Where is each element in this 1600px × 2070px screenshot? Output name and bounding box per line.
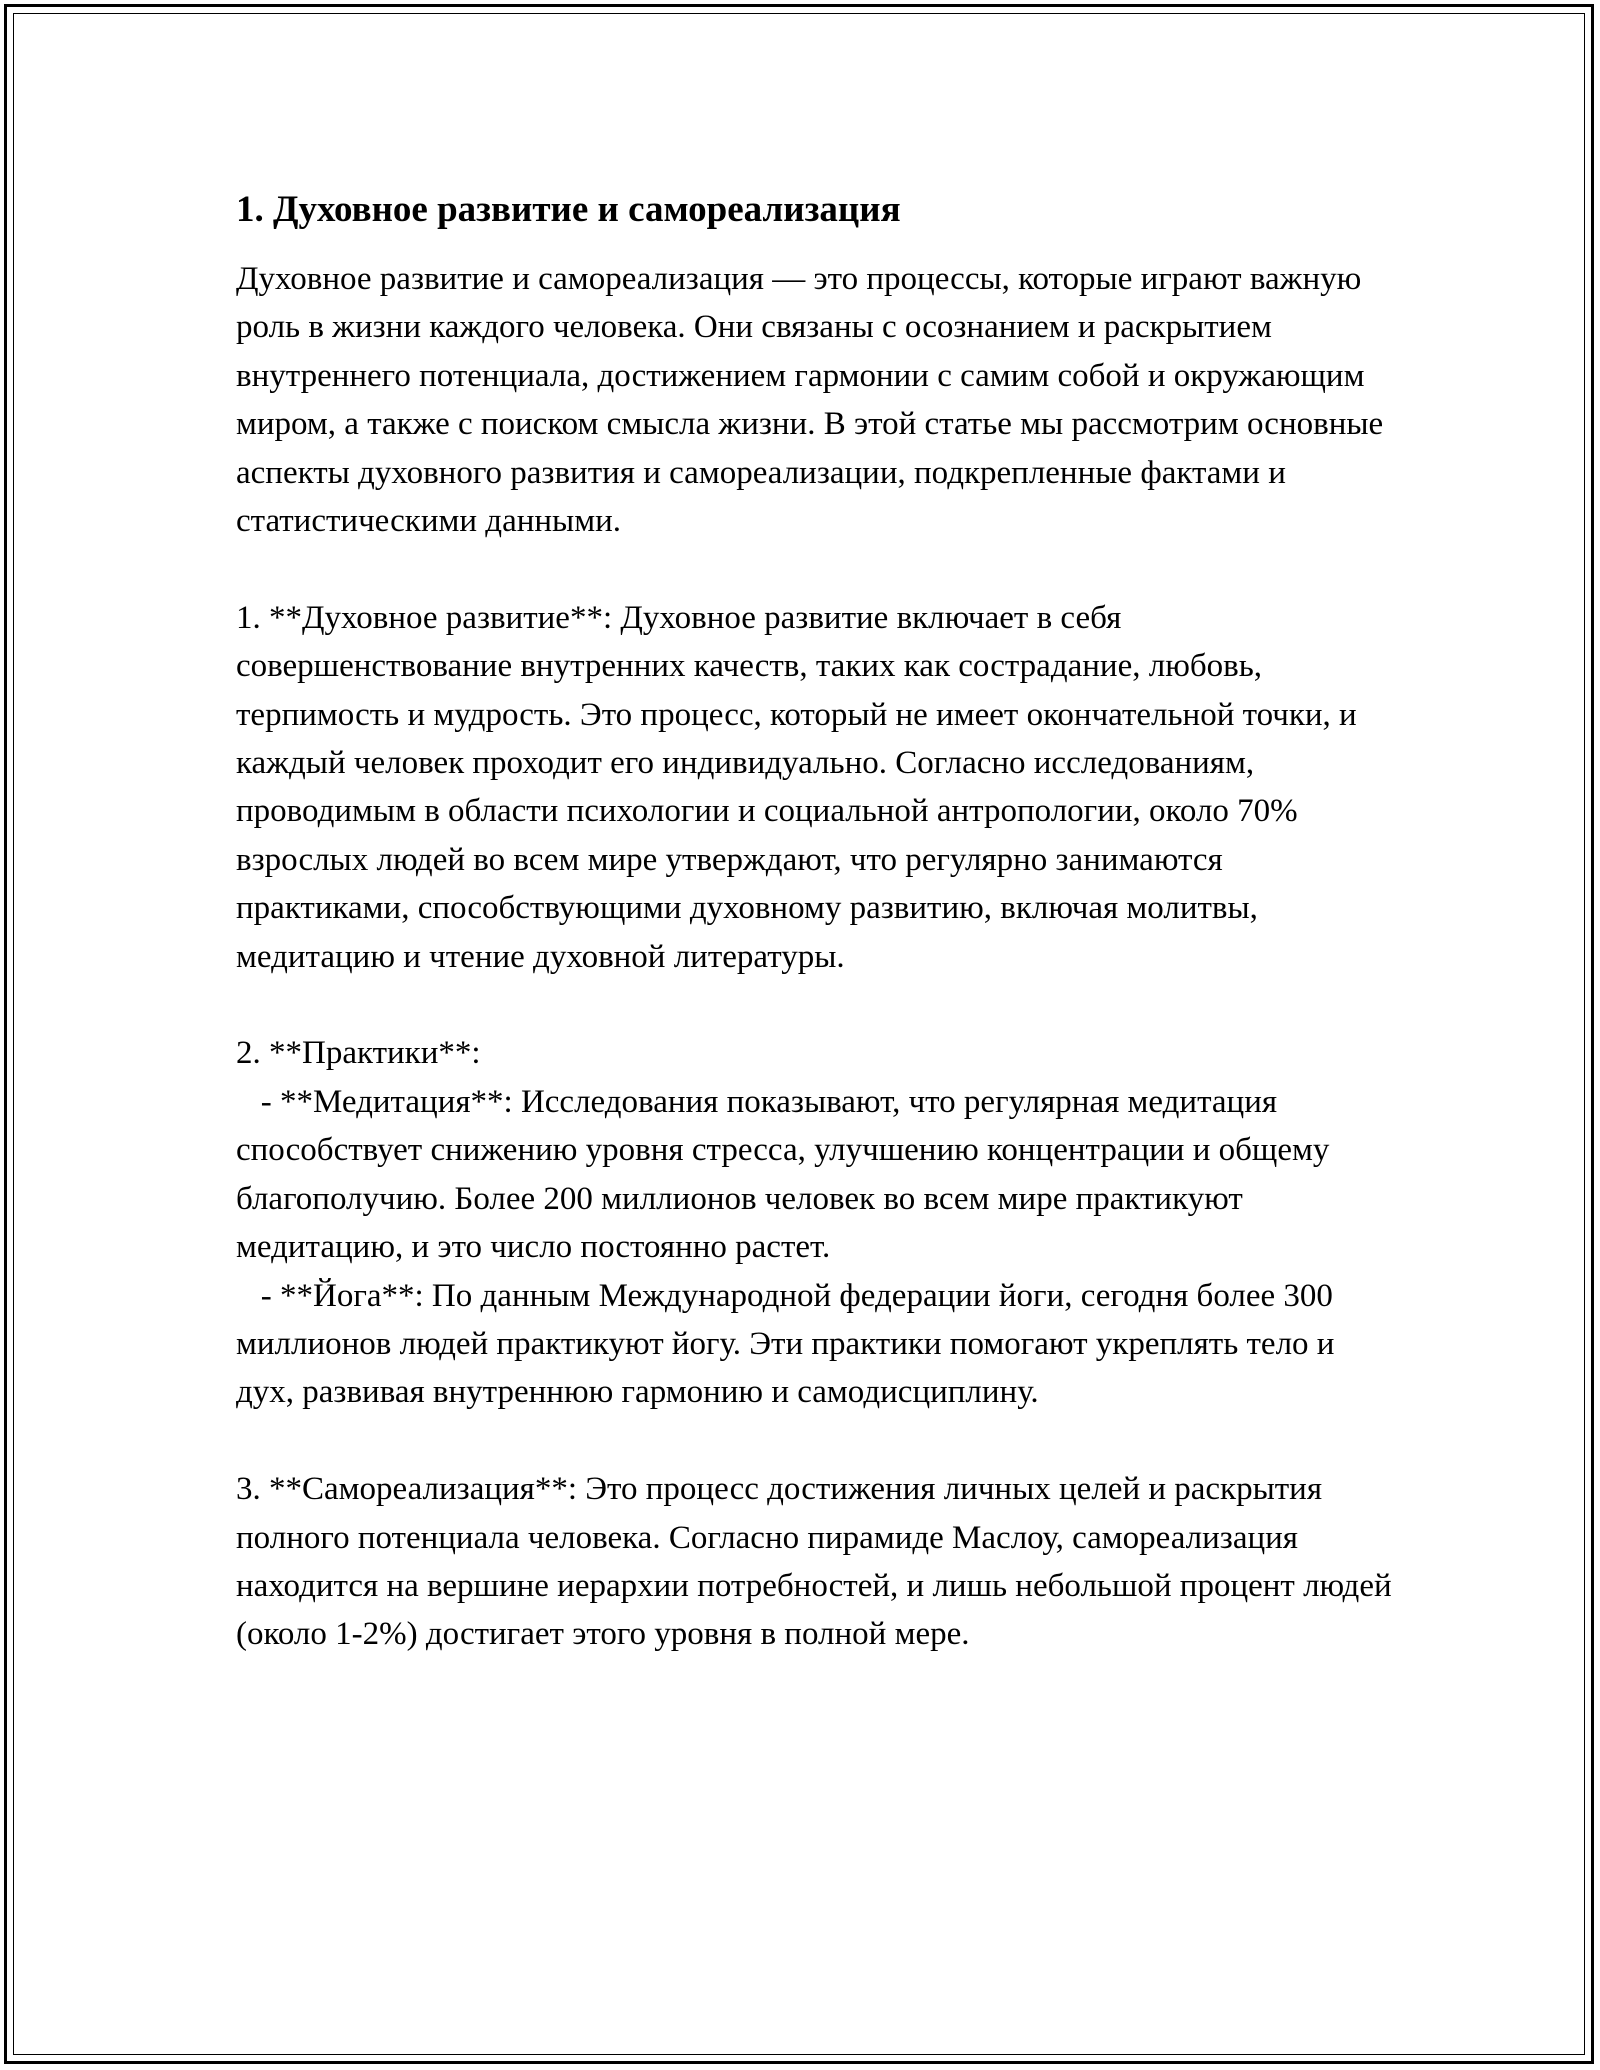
paragraph-spacer [236,545,1396,593]
spiritual-development-paragraph: 1. **Духовное развитие**: Духовное развитие включает в себя совершенствование внутренних качеств, таких как сострадание, любовь, терпимость и мудрость. Это процесс, который не имеет окончательной точки, и каждый человек проходит его индивидуально. Согласно исследованиям, проводимым в области психологии и социальной антропологии, около 70% взрослых людей во всем мире утверждают, что регулярно занимаются практиками, способствующими духовному развитию, включая молитвы, медитацию и чтение духовной литературы. [236,599,1365,975]
paragraph-spacer [236,1417,1396,1465]
section-heading: 1. Духовное развитие и самореализация [236,189,901,230]
document-page [236,185,1400,1659]
paragraph-spacer [236,981,1396,1029]
intro-paragraph: Духовное развитие и самореализация — это процессы, которые играют важную роль в жизни каждого человека. Они связаны с осознанием и раскрытием внутреннего потенциала, достижением гармонии с самим собой и окружающим миром, а также с поиском смысла жизни. В этой статье мы рассмотрим основные аспекты духовного развития и самореализации, подкрепленные фактами и статистическими данными. [236,261,1392,540]
practices-paragraph: 2. **Практики**: - **Медитация**: Исследования показывают, что регулярная медитация способствует снижению уровня стресса, улучшению концентрации и общему благополучию. Более 200 миллионов человек во всем мире практикуют медитацию, и это число постоянно растет. - **Йога**: По данным Международной федерации йоги, сегодня более 300 миллионов людей практикуют йогу. Эти практики помогают укреплять тело и дух, развивая внутреннюю гармонию и самодисциплину. [236,1035,1335,1411]
self-realization-paragraph: 3. **Самореализация**: Это процесс достижения личных целей и раскрытия полного потенциала человека. Согласно пирамиде Маслоу, самореализация находится на вершине иерархии потребностей, и лишь небольшой процент людей (около 1-2%) достигает этого уровня в полной мере. [236,1471,1400,1653]
